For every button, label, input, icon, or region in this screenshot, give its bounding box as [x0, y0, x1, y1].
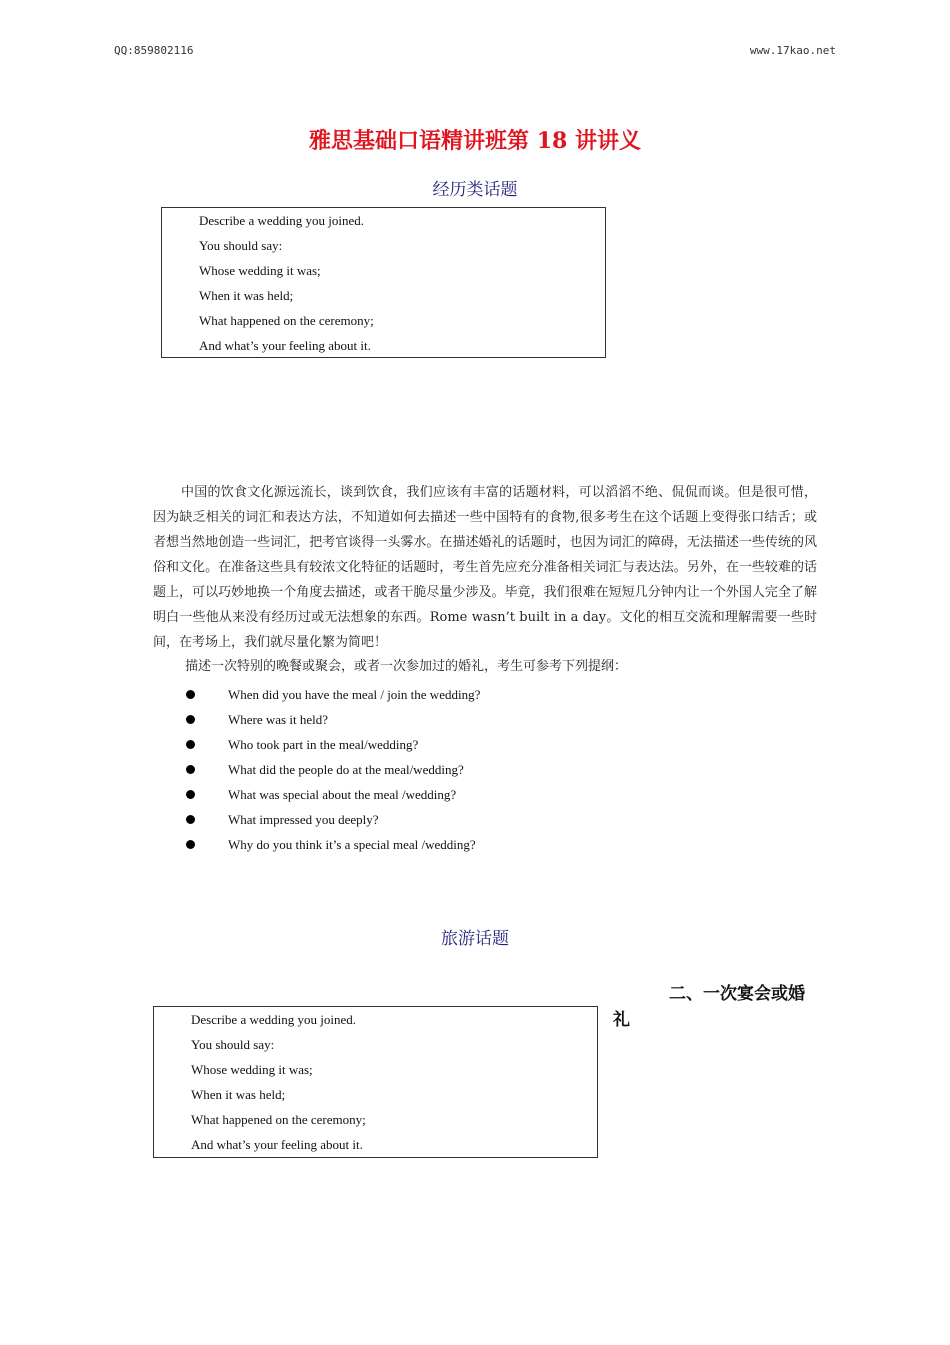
bullet-icon — [186, 690, 195, 699]
cue-card-line: And what’s your feeling about it. — [191, 1137, 363, 1152]
bullet-icon — [186, 790, 195, 799]
outline-question: What was special about the meal /wedding? — [228, 786, 457, 802]
list-item — [184, 732, 480, 757]
cue-card-line: You should say: — [191, 1037, 275, 1052]
cue-card-line: And what’s your feeling about it. — [199, 338, 371, 353]
cue-card-line: Whose wedding it was; — [191, 1062, 313, 1077]
bullet-icon — [186, 740, 195, 749]
cue-card-line: What happened on the ceremony; — [199, 313, 374, 328]
bullet-icon — [186, 840, 195, 849]
list-item — [184, 707, 480, 732]
outline-intro: 描述一次特别的晚餐或聚会，或者一次参加过的婚礼，考生可参考下列提纲： — [185, 659, 628, 674]
header-website: www.17kao.net — [749, 44, 836, 57]
cue-card-1 — [161, 207, 606, 358]
intro-paragraph: 中国的饮食文化源远流长，谈到饮食，我们应该有丰富的话题材料，可以滔滔不绝、侃侃而谈。但是很可惜，因为缺乏相关的词汇和表达方法，不知道如何去描述一些中国特有的食物,很多考生在这个话题上变得张口结舌；或者想当然地创造一些词汇，把考官谈得一头雾水。在描述婚礼的话题时，也因为词汇的障碍，无法描述一些传统的风俗和文化。在准备这些具有较浓文化特征的话题时，考生首先应充分准备相关词汇与表达法。另外，在一些较难的话题上，可以巧妙地换一个角度去描述，或者干脆尽量少涉及。毕竟，我们很难在短短几分钟内让一个外国人完全了解明白一些他从来没有经历过或无法想象的东西。Rome wasn’t built in a day。文化的相互交流和理解需要一些时间，在考场上，我们就尽量化繁为简吧！ — [153, 485, 817, 650]
section-heading-experience: 经历类话题 — [432, 180, 518, 200]
outline-question: What did the people do at the meal/wedding? — [228, 761, 464, 777]
header-qq: QQ:859802116 — [114, 44, 194, 57]
cue-card-line: Describe a wedding you joined. — [191, 1012, 356, 1027]
side-heading-line2: 礼 — [613, 1010, 630, 1030]
cue-card-line: When it was held; — [199, 288, 294, 303]
cue-card-line: Whose wedding it was; — [199, 263, 321, 278]
bullet-icon — [186, 765, 195, 774]
outline-question: What impressed you deeply? — [228, 811, 379, 827]
outline-question: When did you have the meal / join the wedding? — [228, 686, 481, 702]
list-item — [184, 782, 480, 807]
page-title: 雅思基础口语精讲班第 18 讲讲义 — [309, 128, 641, 154]
outline-question: Why do you think it’s a special meal /wedding? — [228, 836, 476, 852]
list-item — [184, 832, 480, 857]
cue-card-line: Describe a wedding you joined. — [199, 213, 364, 228]
cue-card-line: When it was held; — [191, 1087, 286, 1102]
section-side-heading — [613, 981, 813, 1033]
list-item — [184, 757, 480, 782]
cue-card-line: What happened on the ceremony; — [191, 1112, 366, 1127]
bullet-icon — [186, 815, 195, 824]
side-heading-line1: 二、一次宴会或婚 — [669, 984, 805, 1004]
section-heading-travel: 旅游话题 — [441, 929, 509, 949]
list-item — [184, 682, 480, 707]
cue-card-2 — [153, 1006, 598, 1158]
cue-card-line: You should say: — [199, 238, 283, 253]
outline-question: Who took part in the meal/wedding? — [228, 736, 419, 752]
list-item — [184, 807, 480, 832]
outline-question: Where was it held? — [228, 711, 328, 727]
bullet-icon — [186, 715, 195, 724]
outline-list — [184, 682, 480, 857]
